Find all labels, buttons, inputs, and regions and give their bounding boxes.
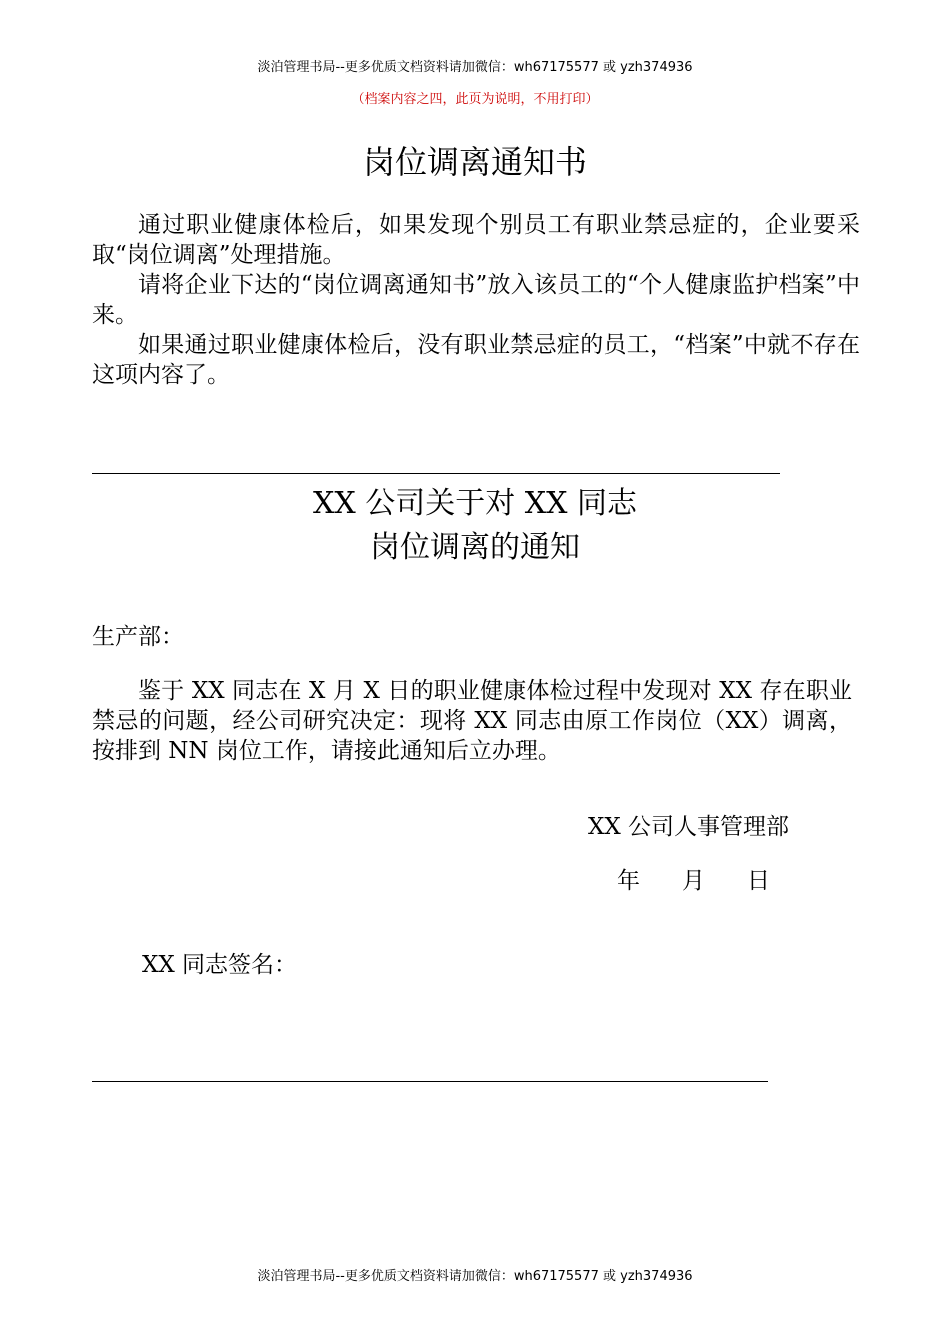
- notice-title: [0, 482, 950, 570]
- date-year: 年: [617, 868, 640, 894]
- signature-line: [92, 1081, 768, 1082]
- signature-label: XX 同志签名：: [142, 952, 298, 978]
- explanation-paragraph: 如果通过职业健康体检后，没有职业禁忌症的员工，“档案”中就不存在这项内容了。: [92, 332, 860, 388]
- page-footer: 淡泊管理书局--更多优质文档资料请加微信：wh67175577 或 yzh374936: [257, 1269, 693, 1284]
- notice-title-line-2: 岗位调离的通知: [370, 530, 580, 565]
- separator-line: [92, 473, 780, 474]
- notice-addressee: 生产部：: [92, 624, 184, 650]
- explanation-paragraph: 请将企业下达的“岗位调离通知书”放入该员工的“个人健康监护档案”中来。: [92, 272, 860, 328]
- notice-title-line-1: XX 公司关于对 XX 同志: [312, 486, 638, 521]
- page-title: 岗位调离通知书: [362, 143, 587, 181]
- explanation-text: [92, 210, 860, 390]
- explanation-paragraph: 通过职业健康体检后，如果发现个别员工有职业禁忌症的，企业要采取“岗位调离”处理措施。: [92, 212, 860, 268]
- date-month: 月: [682, 868, 705, 894]
- notice-body: 鉴于 XX 同志在 X 月 X 日的职业健康体检过程中发现对 XX 存在职业禁忌的问题，经公司研究决定：现将 XX 同志由原工作岗位（XX）调离，按排到 NN 岗位工作，请接此通知后立办理。: [92, 678, 852, 764]
- notice-issuer: XX 公司人事管理部: [588, 814, 790, 840]
- print-note: （档案内容之四，此页为说明，不用打印）: [351, 92, 599, 107]
- notice-date: [617, 866, 770, 896]
- page-header: 淡泊管理书局--更多优质文档资料请加微信：wh67175577 或 yzh374936: [257, 60, 693, 75]
- date-day: 日: [747, 868, 770, 894]
